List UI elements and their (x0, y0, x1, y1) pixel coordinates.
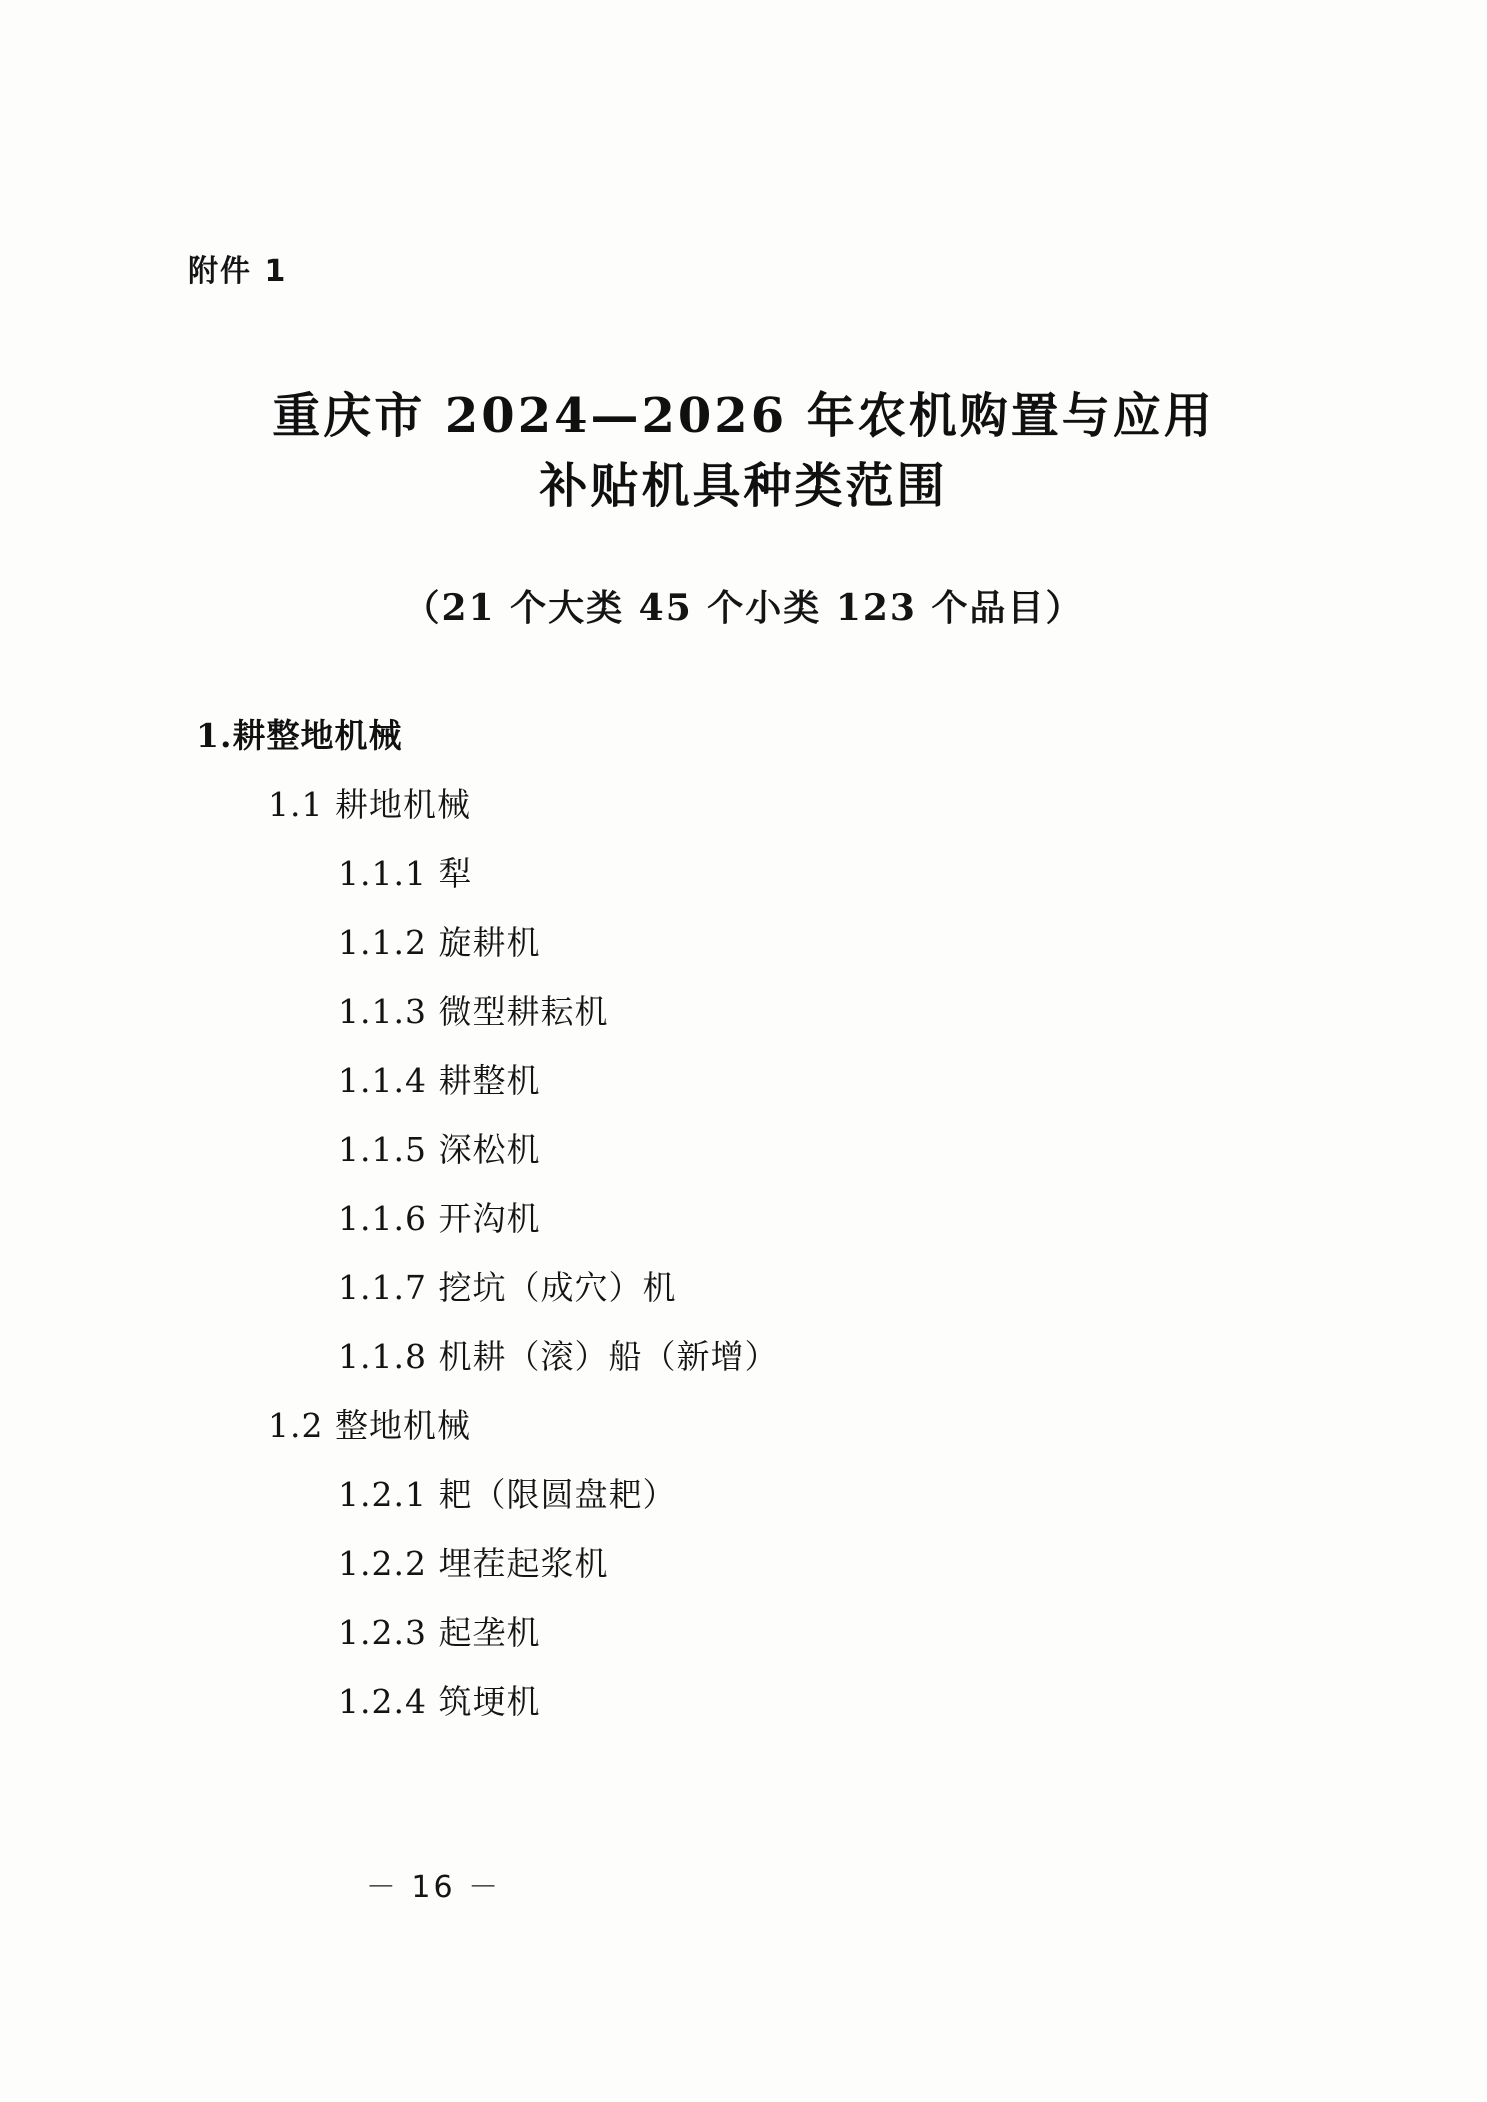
outline-item-level3: 1.1.5 深松机 (338, 1130, 541, 1169)
outline-item-level2: 1.2 整地机械 (268, 1406, 471, 1445)
outline-item-level3: 1.1.3 微型耕耘机 (338, 992, 609, 1031)
outline-item-level3: 1.2.1 耙（限圆盘耙） (338, 1475, 677, 1514)
outline-item-level3: 1.1.7 挖坑（成穴）机 (338, 1268, 677, 1307)
document-title-line-2: 补贴机具种类范围 (539, 457, 948, 514)
document-subtitle: （21 个大类 45 个小类 123 个品目） (403, 587, 1084, 629)
document-title (0, 382, 1487, 521)
document-title-line-1: 重庆市 2024—2026 年农机购置与应用 (272, 388, 1215, 444)
page-number: － 16 － (365, 1870, 502, 1905)
outline-item-level3: 1.2.2 埋茬起浆机 (338, 1544, 609, 1583)
outline-item-level3: 1.2.3 起垄机 (338, 1613, 541, 1652)
outline-item-level3: 1.1.2 旋耕机 (338, 923, 541, 962)
outline-item-level2: 1.1 耕地机械 (268, 785, 471, 824)
outline-item-level3: 1.1.8 机耕（滚）船（新增） (338, 1337, 779, 1376)
attachment-label: 附件 1 (188, 254, 288, 289)
outline-item-level3: 1.1.1 犁 (338, 854, 473, 893)
outline-item-level3: 1.1.4 耕整机 (338, 1061, 541, 1100)
outline-item-level3: 1.2.4 筑埂机 (338, 1682, 541, 1721)
outline-item-level1: 1.耕整地机械 (196, 716, 403, 755)
outline-item-level3: 1.1.6 开沟机 (338, 1199, 541, 1238)
outline-list (0, 710, 1487, 1745)
